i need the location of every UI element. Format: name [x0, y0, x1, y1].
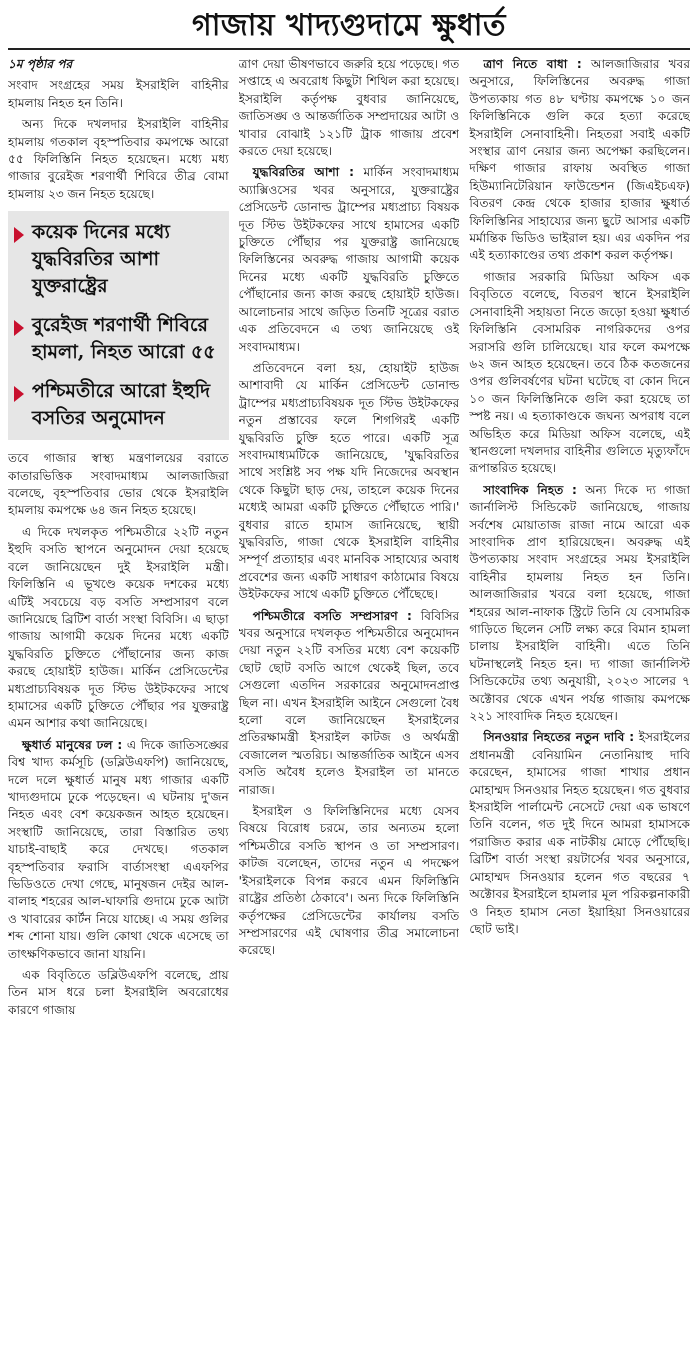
red-arrow-icon: [14, 227, 24, 243]
article-columns: [8, 56, 690, 1351]
paragraph: এ দিকে দখলকৃত পশ্চিমতীরে ২২টি নতুন ইহুদি বসতি স্থাপনে অনুমোদন দেয়া হয়েছে বলে জানিয়েছেন দুই ইসরাইলি মন্ত্রী। ফিলিস্তিনি এ ভূখণ্ডে কয়েক দশকের মধ্যে এটিই সবচেয়ে বড় বসতি সম্প্রসারণ বলে জানিয়েছে ব্রিটিশ বার্তা সংস্থা বিবিসি। এ ছাড়া গাজায় আগামী কয়েক দিনের মধ্যে একটি যুদ্ধবিরতি চুক্তিতে পৌঁছানোর জন্য কাজ করছে হোয়াইট হাউজ। মার্কিন প্রেসিডেন্টের মধ্যপ্রাচ্যবিষয়ক দূত স্টিভ উইটকফের সাথে হামাসের একটি চুক্তিতে পৌঁছার পর যুক্তরাষ্ট্র এমন আশার কথা জানিয়েছে।: [8, 524, 229, 731]
highlights-box: [8, 211, 229, 440]
paragraph: ইসরাইল ও ফিলিস্তিনিদের মধ্যে যেসব বিষয়ে বিরোধ চরমে, তার অন্যতম হলো পশ্চিমতীরে বসতি স্থাপন ও তা সম্প্রসারণ। কাটজ বলেছেন, তাদের নতুন এ পদক্ষেপ 'ইসরাইলকে বিপন্ন করবে এমন ফিলিস্তিনি রাষ্ট্রের প্রতিষ্ঠা ঠেকাবে'। অন্য দিকে ফিলিস্তিনি কর্তৃপক্ষের প্রেসিডেন্টের কার্যালয় বসতি সম্প্রসারণের এই ঘোষণার তীব্র সমালোচনা করেছে।: [238, 804, 460, 958]
paragraph-text: ইসরাইলের প্রধানমন্ত্রী বেনিয়ামিন নেতানিয়াহু দাবি করেছেন, হামাসের গাজা শাখার প্রধান মোহাম্মদ সিনওয়ার নিহত হয়েছেন। গত বুধবার ইসরাইলি পার্লামেন্ট নেসেটে দেয়া এক ভাষণে তিনি বলেন, গত দুই দিনে আমরা হামাসকে পরাজিত করার এক নাটকীয় মোড়ে পৌঁছেছি। ব্রিটিশ বার্তা সংস্থা রয়টার্সের খবর অনুসারে, মোহাম্মদ সিনওয়ার হলেন গত বছরের ৭ অক্টোবর ইসরাইলে হামলার মূল পরিকল্পনাকারী ও নিহত হামাস নেতা ইয়াহিয়া সিনওয়ারের ছোট ভাই।: [469, 730, 691, 936]
paragraph-text: এ দিকে জাতিসঙ্ঘের বিশ্ব খাদ্য কর্মসূচি (ডব্লিউএফপি) জানিয়েছে, দলে দলে ক্ষুধার্ত মানুষ মধ্য গাজার একটি খাদ্যগুদামে ঢুকে পড়েছেন। এ ঘটনায় দু'জন নিহত এবং বেশ কয়েকজন আহত হয়েছেন। সংস্থাটি জানিয়েছে, তারা বিস্তারিত তথ্য যাচাই-বাছাই করে দেখছে। গতকাল বৃহস্পতিবার ফরাসি বার্তাসংস্থা এএফপির ভিডিওতে দেখা গেছে, মানুষজন দেইর আল-বালাহ শহরের আল-ঘাফারি গুদামে ঢুকে আটা ও খাবারের কার্টন নিয়ে যাচ্ছে। এ সময় গুলির শব্দ শোনা যায়। গুলি কোথা থেকে এসেছে তা তাৎক্ষণিকভাবে জানা যায়নি।: [8, 737, 229, 961]
red-arrow-icon: [14, 386, 24, 402]
headline: গাজায় খাদ্যগুদামে ক্ষুধার্ত: [8, 6, 690, 50]
column-2: [239, 56, 460, 1351]
paragraph: প্রতিবেদনে বলা হয়, হোয়াইট হাউজ আশাবাদী যে মার্কিন প্রেসিডেন্ট ডোনাল্ড ট্রাম্পের মধ্যপ্রাচ্যবিষয়ক দূত স্টিভ উইটকফের নতুন প্রস্তাবের ফলে শিগগিরই একটি যুদ্ধবিরতি চুক্তি হতে পারে। একটি সূত্র সংবাদমাধ্যমটিকে জানিয়েছে, 'যুদ্ধবিরতির সাথে সংশ্লিষ্ট সব পক্ষ যদি নিজেদের অবস্থান থেকে কিছুটা ছাড় দেয়, তাহলে কয়েক দিনের মধ্যেই আমরা একটি চুক্তিতে পৌঁছাতে পারি।' বুধবার রাতে হামাস জানিয়েছে, স্থায়ী যুদ্ধবিরতি, গাজা থেকে ইসরাইলি বাহিনীর সম্পূর্ণ প্রত্যাহার এবং মানবিক সাহায্যের অবাধ প্রবেশের জন্য একটি সাধারণ কাঠামোর বিষয়ে উইটকফের সাথে একটি চুক্তিতে পৌঁছেছে।: [238, 360, 460, 602]
paragraph-text: বিবিসির খবর অনুসারে দখলকৃত পশ্চিমতীরে অনুমোদন দেয়া নতুন ২২টি বসতির মধ্যে বেশ কয়েকটি ছোট ছোট বসতি আগে থেকেই ছিল, তবে সেগুলো এতদিন সরকারের অনুমোদনপ্রাপ্ত ছিল না। এখন ইসরাইলি আইনে সেগুলো বৈধ হলো বলে জানিয়েছেন ইসরাইলের প্রতিরক্ষামন্ত্রী ইসরাইল কাটজ ও অর্থমন্ত্রী বেজালেল স্মতরিচ। আন্তর্জাতিক আইনে এসব বসতি অবৈধ হলেও ইসরাইল তা মানতে নারাজ।: [238, 608, 460, 797]
subheading: ত্রাণ নিতে বাধা :: [483, 57, 582, 71]
subheading: সাংবাদিক নিহত :: [483, 482, 577, 497]
highlight-text: বুরেইজ শরণার্থী শিবিরে হামলা, নিহত আরো ৫৫: [32, 314, 216, 364]
paragraph: গাজার সরকারি মিডিয়া অফিস এক বিবৃতিতে বলেছে, বিতরণ স্থানে ইসরাইলি সেনাবাহিনী সহায়তা নিতে জড়ো হওয়া ক্ষুধার্ত ফিলিস্তিনি বেসামরিক নাগরিকদের ওপর সরাসরি গুলি চালিয়েছে। যার ফলে কমপক্ষে ৬২ জন আহত হয়েছেন। তবে ঠিক কতজনের ওপর গুলিবর্ষণের ঘটনা ঘটেছে বা কোন দিনে ১০ জন ফিলিস্তিনিকে গুলি করা হয়েছে তা স্পষ্ট নয়। এ হত্যাকাণ্ডকে জঘন্য অপরাধ বলে অভিহিত করে মিডিয়া অফিস বলেছে, এই স্থানগুলো দখলদার বাহিনীর গুলিতে মৃত্যুফাঁদে রূপান্তরিত হয়েছে।: [469, 269, 691, 476]
subheading: ক্ষুধার্ত মানুষের ঢল :: [22, 737, 123, 752]
highlight-item: [12, 219, 221, 300]
column-1: [8, 56, 229, 1351]
paragraph-text: অন্য দিকে দ্য গাজা জার্নালিস্ট সিন্ডিকেট জানিয়েছে, গাজায় সর্বশেষ মোয়াতাজ রাজা নামে আরো এক সাংবাদিক প্রাণ হারিয়েছেন। অবরুদ্ধ এই উপত্যকায় সংবাদ সংগ্রহের সময় ইসরাইলি বাহিনীর হামলায় নিহত হন তিনি। আলজাজিরার খবরে বলা হয়েছে, গাজা শহরের আল-নাফাক স্ট্রিটে তিনি যে বেসামরিক গাড়িতে ছিলেন সেটি লক্ষ্য করে বিমান হামলা চালায় ইসরাইলি বাহিনী। এতে তিনি ঘটনাস্থলেই নিহত হন। দ্য গাজা জার্নালিস্ট সিন্ডিকেটের তথ্য অনুযায়ী, ২০২৩ সালের ৭ অক্টোবর থেকে এখন পর্যন্ত গাজায় কমপক্ষে ২২১ সাংবাদিক নিহত হয়েছেন।: [469, 482, 691, 724]
paragraph-text: মার্কিন সংবাদমাধ্যম অ্যাক্সিওসের খবর অনুসারে, যুক্তরাষ্ট্রের প্রেসিডেন্ট ডোনাল্ড ট্রাম্পের মধ্যপ্রাচ্য বিষয়ক দূত স্টিভ উইটকফের সাথে হামাসের একটি চুক্তিতে পৌঁছার পর যুক্তরাষ্ট্র জানিয়েছে ফিলিস্তিনের অবরুদ্ধ গাজায় আগামী কয়েক দিনের মধ্যে একটি যুদ্ধবিরতি চুক্তিতে পৌঁছানোর জন্য কাজ করছে হোয়াইট হাউজ। আলোচনার সাথে জড়িত তিনটি সূত্রের বরাত এক প্রতিবেদনে এ তথ্য জানিয়েছে ওই সংবাদমাধ্যম।: [238, 165, 460, 354]
paragraph: এক বিবৃতিতে ডব্লিউএফপি বলেছে, প্রায় তিন মাস ধরে চলা ইসরাইলি অবরোধের কারণে গাজায়: [8, 968, 229, 1017]
red-arrow-icon: [14, 320, 24, 336]
paragraph-text: আলজাজিরার খবর অনুসারে, ফিলিস্তিনের অবরুদ্ধ গাজা উপত্যকায় গত ৪৮ ঘণ্টায় কমপক্ষে ১০ জন ফিলিস্তিনিকে গুলি করে হত্যা করেছে ইসরাইলি সেনাবাহিনী। নিহতরা সবাই একটি সংস্থার ত্রাণ নেয়ার জন্য অপেক্ষা করছিলেন। দক্ষিণ গাজার রাফায় অবস্থিত গাজা হিউম্যানিটেরিয়ান ফাউন্ডেশন (জিএইচএফ) বিতরণ কেন্দ্র থেকে হাজার হাজার ক্ষুধার্ত ফিলিস্তিনির সাহায্যের জন্য ছুটে আসার একটি মর্মান্তিক ভিডিও ভাইরাল হয়। এর একদিন পর এই হত্যাকাণ্ডের তথ্য প্রকাশ করল কর্তৃপক্ষ।: [469, 57, 691, 263]
paragraph: তবে গাজার স্বাস্থ্য মন্ত্রণালয়ের বরাতে কাতারভিত্তিক সংবাদমাধ্যম আলজাজিরা বলেছে, বৃহস্পতিবার ভোর থেকে ইসরাইলি হামলায় কমপক্ষে ৬৪ জন নিহত হয়েছে।: [8, 451, 229, 518]
paragraph: ত্রাণ দেয়া ভীষণভাবে জরুরি হয়ে পড়েছে। গত সপ্তাহে এ অবরোধ কিছুটা শিথিল করা হয়েছে। ইসরাইলি কর্তৃপক্ষ বুধবার জানিয়েছে, জাতিসঙ্ঘ ও আন্তর্জাতিক সম্প্রদায়ের আটা ও খাবার বোঝাই ১২১টি ট্রাক গাজায় প্রবেশ করতে দেয়া হয়েছে।: [238, 57, 460, 159]
subheading: যুদ্ধবিরতির আশা :: [252, 165, 354, 180]
highlight-text: কয়েক দিনের মধ্যে যুদ্ধবিরতির আশা যুক্তরাষ্ট্রের: [32, 221, 170, 298]
highlight-item: [12, 378, 221, 432]
subheading: সিনওয়ার নিহতের নতুন দাবি :: [483, 730, 635, 745]
highlight-item: [12, 312, 221, 366]
column-3: [469, 56, 690, 1351]
subheading: পশ্চিমতীরে বসতি সম্প্রসারণ :: [252, 608, 412, 623]
continued-from-label: ১ম পৃষ্ঠার পর: [8, 57, 73, 71]
paragraph: সংবাদ সংগ্রহের সময় ইসরাইলি বাহিনীর হামলায় নিহত হন তিনি।: [8, 78, 229, 110]
paragraph: অন্য দিকে দখলদার ইসরাইলি বাহিনীর হামলায় গতকাল বৃহস্পতিবার কমপক্ষে আরো ৫৫ ফিলিস্তিনি নিহত হয়েছেন। মধ্যে মধ্য গাজার বুরেইজ শরণার্থী শিবিরে তীব্র বোমা হামলায় ২৩ জন নিহত হয়েছে।: [8, 117, 229, 201]
highlight-text: পশ্চিমতীরে আরো ইহুদি বসতির অনুমোদন: [32, 380, 211, 430]
